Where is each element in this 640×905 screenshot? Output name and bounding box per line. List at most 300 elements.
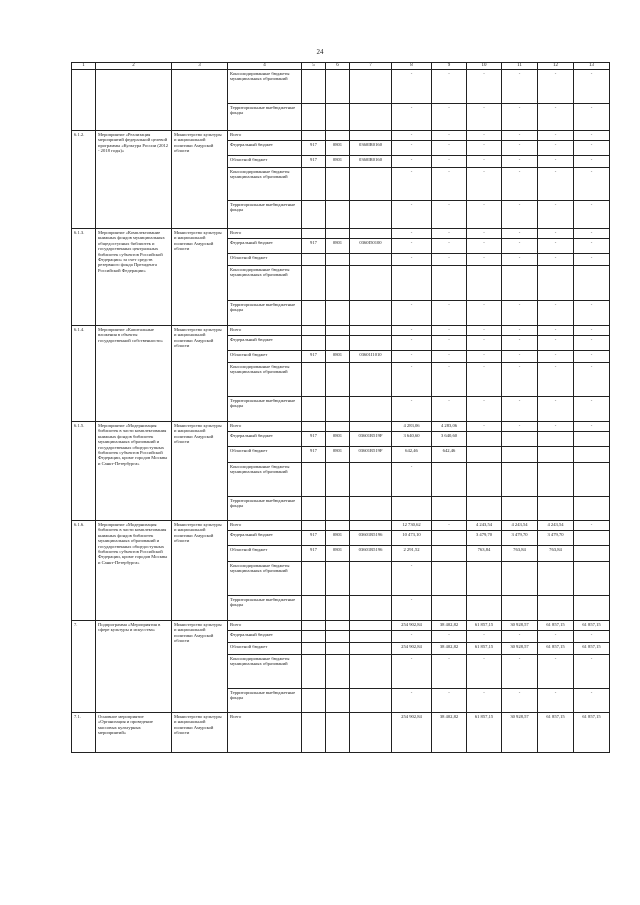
amount-cell: 254 902,84 — [392, 713, 432, 753]
amount-cell: - — [392, 655, 432, 689]
amount-cell: - — [432, 326, 467, 336]
target-article-cell — [350, 229, 392, 239]
amount-cell: 254 902,84 — [392, 621, 432, 631]
amount-cell — [574, 497, 610, 521]
grbs-code-cell — [302, 397, 326, 422]
amount-cell: - — [502, 239, 538, 254]
target-article-cell: 03601R5196 — [350, 546, 392, 562]
item-number: 7.1. — [72, 713, 96, 753]
amount-cell: 61 857,15 — [467, 621, 502, 631]
amount-cell: - — [574, 326, 610, 336]
amount-cell: - — [392, 562, 432, 596]
amount-cell — [538, 447, 574, 463]
section-code-cell — [326, 201, 350, 229]
grbs-code-cell — [302, 131, 326, 141]
amount-cell: - — [432, 689, 467, 713]
amount-cell: - — [432, 141, 467, 156]
section-code-cell: 0801 — [326, 239, 350, 254]
funding-source-cell: Всего — [228, 422, 302, 432]
funding-source-cell: Территориальные внебюджетные фонды — [228, 596, 302, 621]
target-article-cell — [350, 631, 392, 643]
target-article-cell — [350, 326, 392, 336]
funding-source-cell: Федеральный бюджет — [228, 336, 302, 351]
column-number-header: 13 — [574, 63, 610, 70]
amount-cell: - — [432, 104, 467, 131]
target-article-cell — [350, 643, 392, 655]
amount-cell: - — [502, 201, 538, 229]
amount-cell: - — [392, 70, 432, 104]
amount-cell: - — [392, 397, 432, 422]
amount-cell: - — [574, 239, 610, 254]
amount-cell: 642,46 — [432, 447, 467, 463]
amount-cell: - — [467, 131, 502, 141]
grbs-code-cell — [302, 562, 326, 596]
column-number-header: 5 — [302, 63, 326, 70]
amount-cell: 38 402,82 — [432, 643, 467, 655]
amount-cell: - — [574, 631, 610, 643]
amount-cell: - — [467, 239, 502, 254]
amount-cell: 38 402,82 — [432, 621, 467, 631]
amount-cell: - — [574, 141, 610, 156]
target-article-cell — [350, 70, 392, 104]
amount-cell: - — [467, 655, 502, 689]
amount-cell: - — [467, 336, 502, 351]
target-article-cell — [350, 254, 392, 266]
funding-source-cell: Федеральный бюджет — [228, 239, 302, 254]
section-code-cell — [326, 70, 350, 104]
grbs-code-cell — [302, 521, 326, 531]
amount-cell: 4 243,54 — [502, 521, 538, 531]
amount-cell: - — [538, 141, 574, 156]
grbs-code-cell — [302, 104, 326, 131]
funding-source-cell: Консолидированные бюджеты муниципальных образований — [228, 655, 302, 689]
grbs-code-cell — [302, 713, 326, 753]
amount-cell: - — [467, 229, 502, 239]
target-article-cell — [350, 562, 392, 596]
amount-cell: - — [467, 631, 502, 643]
table-row — [72, 131, 610, 141]
amount-cell — [432, 497, 467, 521]
amount-cell — [502, 432, 538, 447]
section-code-cell — [326, 104, 350, 131]
amount-cell — [538, 432, 574, 447]
amount-cell: - — [538, 363, 574, 397]
amount-cell — [392, 497, 432, 521]
amount-cell — [432, 596, 467, 621]
amount-cell — [574, 596, 610, 621]
amount-cell: - — [467, 301, 502, 326]
amount-cell: - — [502, 326, 538, 336]
column-number-header: 2 — [96, 63, 172, 70]
amount-cell: - — [432, 70, 467, 104]
amount-cell: - — [467, 141, 502, 156]
item-number: 6.1.4. — [72, 326, 96, 422]
amount-cell: - — [538, 229, 574, 239]
amount-cell: 61 857,15 — [467, 643, 502, 655]
target-article-cell — [350, 596, 392, 621]
grbs-code-cell: 917 — [302, 156, 326, 168]
amount-cell: - — [538, 336, 574, 351]
amount-cell: - — [467, 254, 502, 266]
target-article-cell — [350, 713, 392, 753]
table-row — [72, 326, 610, 336]
column-number-header: 4 — [228, 63, 302, 70]
target-article-cell: 0360IR0160 — [350, 156, 392, 168]
amount-cell — [502, 447, 538, 463]
amount-cell: - — [432, 254, 467, 266]
funding-source-cell: Территориальные внебюджетные фонды — [228, 301, 302, 326]
amount-cell: - — [502, 168, 538, 201]
amount-cell: - — [432, 168, 467, 201]
table-row — [72, 229, 610, 239]
amount-cell: 763,84 — [467, 546, 502, 562]
amount-cell: - — [467, 156, 502, 168]
amount-cell — [574, 432, 610, 447]
amount-cell: - — [432, 156, 467, 168]
target-article-cell — [350, 201, 392, 229]
grbs-code-cell — [302, 168, 326, 201]
funding-source-cell: Областной бюджет — [228, 643, 302, 655]
amount-cell: 2 291,52 — [392, 546, 432, 562]
item-executor: Министерство культуры и национальной политики Амурской области — [172, 131, 228, 229]
target-article-cell: 0360IR0160 — [350, 141, 392, 156]
amount-cell: - — [574, 229, 610, 239]
section-code-cell — [326, 301, 350, 326]
section-code-cell — [326, 713, 350, 753]
target-article-cell — [350, 497, 392, 521]
item-executor: Министерство культуры и национальной политики Амурской области — [172, 713, 228, 753]
item-name: Мероприятие «Модернизация библиотек в части комплектования книжных фондов библиотек муниципальных образований и государственных общедоступных библиотек субъектов Российской Федерации, кроме городов Москвы и Санкт-Петербурга» — [96, 422, 172, 521]
amount-cell — [392, 266, 432, 301]
section-code-cell — [326, 363, 350, 397]
column-number-header: 1 — [72, 63, 96, 70]
section-code-cell: 0801 — [326, 432, 350, 447]
grbs-code-cell — [302, 266, 326, 301]
amount-cell: - — [574, 422, 610, 432]
amount-cell: - — [502, 141, 538, 156]
section-code-cell — [326, 497, 350, 521]
section-code-cell — [326, 562, 350, 596]
funding-source-cell: Федеральный бюджет — [228, 631, 302, 643]
item-name: Мероприятие «Комплектование книжных фондов муниципальных общедоступных библиотек и государственных центральных библиотек субъектов Российской Федерации» за счет средств резервного фонда Президента Российской Федерации» — [96, 229, 172, 326]
amount-cell: - — [502, 301, 538, 326]
amount-cell: - — [538, 168, 574, 201]
section-code-cell — [326, 422, 350, 432]
section-code-cell — [326, 463, 350, 497]
grbs-code-cell — [302, 596, 326, 621]
amount-cell: - — [574, 689, 610, 713]
amount-cell: - — [392, 301, 432, 326]
section-code-cell — [326, 631, 350, 643]
amount-cell: - — [467, 168, 502, 201]
target-article-cell — [350, 422, 392, 432]
amount-cell: - — [392, 168, 432, 201]
funding-source-cell: Консолидированные бюджеты муниципальных образований — [228, 70, 302, 104]
funding-source-cell: Областной бюджет — [228, 351, 302, 363]
amount-cell: - — [574, 131, 610, 141]
amount-cell: - — [392, 326, 432, 336]
table-row — [72, 422, 610, 432]
amount-cell: - — [392, 254, 432, 266]
amount-cell: - — [574, 351, 610, 363]
amount-cell — [432, 463, 467, 497]
amount-cell: - — [392, 363, 432, 397]
grbs-code-cell: 917 — [302, 546, 326, 562]
item-name: Мероприятие «Капитальные вложения в объекты государственной собственности» — [96, 326, 172, 422]
amount-cell: - — [538, 70, 574, 104]
amount-cell: - — [392, 131, 432, 141]
amount-cell — [467, 432, 502, 447]
grbs-code-cell — [302, 336, 326, 351]
grbs-code-cell — [302, 70, 326, 104]
amount-cell — [432, 266, 467, 301]
funding-source-cell: Областной бюджет — [228, 254, 302, 266]
target-article-cell — [350, 689, 392, 713]
amount-cell: - — [432, 655, 467, 689]
amount-cell — [538, 596, 574, 621]
target-article-cell — [350, 104, 392, 131]
amount-cell: - — [574, 254, 610, 266]
amount-cell: - — [432, 363, 467, 397]
section-code-cell: 0801 — [326, 351, 350, 363]
amount-cell: - — [502, 397, 538, 422]
column-number-header: 9 — [432, 63, 467, 70]
item-executor: Министерство культуры и национальной политики Амурской области — [172, 621, 228, 713]
amount-cell: - — [392, 201, 432, 229]
amount-cell: - — [538, 131, 574, 141]
amount-cell: - — [502, 689, 538, 713]
funding-source-cell: Территориальные внебюджетные фонды — [228, 104, 302, 131]
amount-cell — [467, 497, 502, 521]
amount-cell: - — [574, 336, 610, 351]
amount-cell: - — [392, 596, 432, 621]
item-executor: Министерство культуры и национальной политики Амурской области — [172, 422, 228, 521]
section-code-cell — [326, 689, 350, 713]
amount-cell: 61 857,15 — [574, 643, 610, 655]
column-number-header: 10 — [467, 63, 502, 70]
grbs-code-cell: 917 — [302, 432, 326, 447]
amount-cell: - — [538, 689, 574, 713]
amount-cell — [502, 596, 538, 621]
section-code-cell: 0801 — [326, 546, 350, 562]
section-code-cell: 0801 — [326, 531, 350, 546]
amount-cell: - — [538, 422, 574, 432]
target-article-cell — [350, 168, 392, 201]
funding-source-cell: Консолидированные бюджеты муниципальных образований — [228, 562, 302, 596]
amount-cell: - — [392, 463, 432, 497]
amount-cell: 4 243,54 — [467, 521, 502, 531]
budget-table — [71, 62, 610, 753]
amount-cell: - — [574, 168, 610, 201]
amount-cell: - — [538, 201, 574, 229]
funding-source-cell: Консолидированные бюджеты муниципальных образований — [228, 168, 302, 201]
grbs-code-cell — [302, 689, 326, 713]
column-number-header: 7 — [350, 63, 392, 70]
amount-cell: 3 479,70 — [538, 531, 574, 546]
amount-cell: - — [432, 631, 467, 643]
item-name: Мероприятие «Реализация мероприятий федеральной целевой программы «Культура России (2012 - 2018 годы)» — [96, 131, 172, 229]
amount-cell: 642,46 — [392, 447, 432, 463]
amount-cell: 61 857,15 — [538, 713, 574, 753]
funding-source-cell: Всего — [228, 229, 302, 239]
amount-cell: 38 402,82 — [432, 713, 467, 753]
amount-cell: - — [392, 631, 432, 643]
item-number — [72, 70, 96, 131]
funding-source-cell: Территориальные внебюджетные фонды — [228, 397, 302, 422]
section-code-cell — [326, 168, 350, 201]
amount-cell: - — [538, 631, 574, 643]
funding-source-cell: Федеральный бюджет — [228, 141, 302, 156]
funding-source-cell: Консолидированные бюджеты муниципальных образований — [228, 266, 302, 301]
amount-cell — [467, 447, 502, 463]
grbs-code-cell: 917 — [302, 531, 326, 546]
amount-cell: - — [538, 301, 574, 326]
column-number-header: 8 — [392, 63, 432, 70]
target-article-cell — [350, 521, 392, 531]
amount-cell — [502, 266, 538, 301]
table-row — [72, 621, 610, 631]
amount-cell: - — [538, 326, 574, 336]
table-row — [72, 713, 610, 753]
item-name: Подпрограмма «Мероприятия в сфере культуры и искусства» — [96, 621, 172, 713]
amount-cell: - — [432, 397, 467, 422]
item-executor — [172, 70, 228, 131]
target-article-cell — [350, 266, 392, 301]
amount-cell: 61 857,15 — [538, 643, 574, 655]
amount-cell: - — [502, 631, 538, 643]
amount-cell — [574, 463, 610, 497]
funding-source-cell: Областной бюджет — [228, 447, 302, 463]
amount-cell: - — [574, 201, 610, 229]
item-executor: Министерство культуры и национальной политики Амурской области — [172, 229, 228, 326]
amount-cell: - — [467, 422, 502, 432]
amount-cell: - — [538, 655, 574, 689]
amount-cell — [432, 562, 467, 596]
section-code-cell: 0801 — [326, 156, 350, 168]
item-name: Основное мероприятие «Организация и проведение массовых культурных мероприятий» — [96, 713, 172, 753]
grbs-code-cell — [302, 229, 326, 239]
grbs-code-cell — [302, 463, 326, 497]
amount-cell: 12 730,62 — [392, 521, 432, 531]
target-article-cell: 03601R5196 — [350, 531, 392, 546]
grbs-code-cell — [302, 643, 326, 655]
amount-cell: - — [538, 254, 574, 266]
amount-cell — [502, 463, 538, 497]
amount-cell: - — [432, 336, 467, 351]
item-executor: Министерство культуры и национальной политики Амурской области — [172, 326, 228, 422]
funding-source-cell: Консолидированные бюджеты муниципальных образований — [228, 463, 302, 497]
amount-cell: - — [574, 655, 610, 689]
amount-cell — [502, 497, 538, 521]
amount-cell: 3 479,70 — [502, 531, 538, 546]
amount-cell: - — [467, 351, 502, 363]
amount-cell: - — [467, 201, 502, 229]
amount-cell: - — [432, 229, 467, 239]
amount-cell — [574, 447, 610, 463]
section-code-cell: 0801 — [326, 141, 350, 156]
target-article-cell — [350, 397, 392, 422]
amount-cell: 61 857,15 — [467, 713, 502, 753]
funding-source-cell: Всего — [228, 521, 302, 531]
grbs-code-cell — [302, 631, 326, 643]
amount-cell: - — [502, 229, 538, 239]
funding-source-cell: Областной бюджет — [228, 156, 302, 168]
amount-cell: - — [502, 70, 538, 104]
section-code-cell — [326, 621, 350, 631]
amount-cell: - — [502, 363, 538, 397]
funding-source-cell: Территориальные внебюджетные фонды — [228, 201, 302, 229]
item-number: 6.1.3. — [72, 229, 96, 326]
funding-source-cell: Территориальные внебюджетные фонды — [228, 689, 302, 713]
funding-source-cell: Федеральный бюджет — [228, 432, 302, 447]
grbs-code-cell — [302, 655, 326, 689]
amount-cell: 254 902,84 — [392, 643, 432, 655]
funding-source-cell: Консолидированные бюджеты муниципальных образований — [228, 363, 302, 397]
amount-cell: - — [574, 521, 610, 531]
amount-cell: - — [467, 689, 502, 713]
amount-cell — [574, 546, 610, 562]
section-code-cell — [326, 254, 350, 266]
section-code-cell — [326, 655, 350, 689]
table-row — [72, 70, 610, 104]
funding-source-cell: Всего — [228, 326, 302, 336]
amount-cell: - — [502, 131, 538, 141]
grbs-code-cell — [302, 363, 326, 397]
section-code-cell: 0801 — [326, 447, 350, 463]
amount-cell: - — [392, 336, 432, 351]
funding-source-cell: Территориальные внебюджетные фонды — [228, 497, 302, 521]
amount-cell: 10 473,10 — [392, 531, 432, 546]
amount-cell — [574, 562, 610, 596]
amount-cell: - — [467, 363, 502, 397]
target-article-cell: 03601R519F — [350, 432, 392, 447]
amount-cell: - — [502, 254, 538, 266]
grbs-code-cell — [302, 497, 326, 521]
amount-cell: - — [502, 156, 538, 168]
amount-cell: - — [502, 351, 538, 363]
item-name — [96, 70, 172, 131]
item-name: Мероприятие «Модернизация библиотек в части комплектования книжных фондов библиотек муниципальных образований и государственных общедоступных библиотек субъектов Российской Федерации, кроме городов Москвы и Санкт-Петербурга» — [96, 521, 172, 621]
grbs-code-cell: 917 — [302, 351, 326, 363]
amount-cell: - — [502, 104, 538, 131]
target-article-cell: 0360I50100 — [350, 239, 392, 254]
amount-cell: - — [392, 104, 432, 131]
section-code-cell — [326, 131, 350, 141]
target-article-cell — [350, 131, 392, 141]
section-code-cell — [326, 266, 350, 301]
item-number: 7. — [72, 621, 96, 713]
amount-cell — [574, 531, 610, 546]
amount-cell — [538, 497, 574, 521]
amount-cell — [467, 562, 502, 596]
target-article-cell: 03601R519F — [350, 447, 392, 463]
column-number-header: 12 — [538, 63, 574, 70]
amount-cell: - — [392, 156, 432, 168]
section-code-cell — [326, 336, 350, 351]
amount-cell: - — [432, 521, 467, 531]
amount-cell — [538, 266, 574, 301]
item-executor: Министерство культуры и национальной политики Амурской области — [172, 521, 228, 621]
amount-cell: - — [574, 363, 610, 397]
target-article-cell — [350, 301, 392, 326]
amount-cell: - — [432, 301, 467, 326]
amount-cell: 4 243,54 — [538, 521, 574, 531]
amount-cell: - — [538, 104, 574, 131]
amount-cell — [538, 463, 574, 497]
amount-cell: - — [467, 326, 502, 336]
amount-cell: 61 857,15 — [538, 621, 574, 631]
item-number: 6.1.2. — [72, 131, 96, 229]
